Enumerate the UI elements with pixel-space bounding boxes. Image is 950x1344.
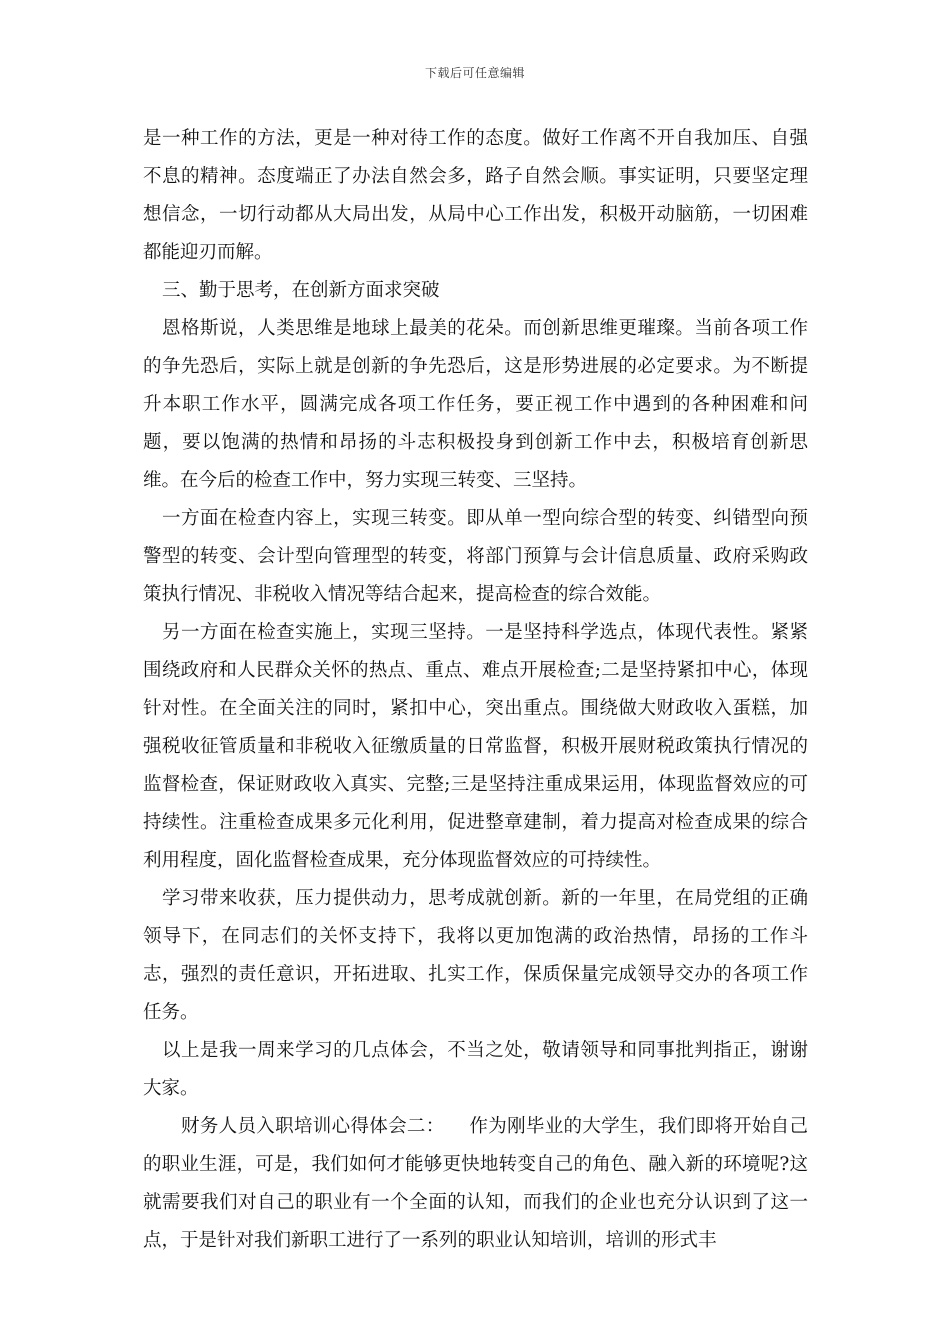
paragraph-innovation-thinking: 恩格斯说，人类思维是地球上最美的花朵。而创新思维更璀璨。当前各项工作的争先恐后，实际上就是创新的争先恐后，这是形势进展的必定要求。为不断提升本职工作水平，圆满完成各项工作任务，要正视工作中遇到的各种困难和问题，要以饱满的热情和昂扬的斗志积极投身到创新工作中去，积极培育创新思维。在今后的检查工作中，努力实现三转变、三坚持。 xyxy=(143,318,808,491)
paragraph-closing-thanks: 以上是我一周来学习的几点体会，不当之处，敬请领导和同事批判指正，谢谢大家。 xyxy=(143,1040,808,1099)
paragraph-three-transformations: 一方面在检查内容上，实现三转变。即从单一型向综合型的转变、纠错型向预警型的转变、会计型向管理型的转变，将部门预算与会计信息质量、政府采购政策执行情况、非税收入情况等结合起来，提高检查的综合效能。 xyxy=(143,508,808,605)
page-header: 下载后可任意编辑 xyxy=(424,66,525,80)
paragraph-training-experience-two: 财务人员入职培训心得体会二： 作为刚毕业的大学生，我们即将开始自己的职业生涯，可是，我们如何才能够更快地转变自己的角色、融入新的环境呢?这就需要我们对自己的职业有一个全面的认知，而我们的企业也充分认识到了这一点，于是针对我们新职工进行了一系列的职业认知培训，培训的形式丰 xyxy=(143,1116,808,1251)
paragraph-work-attitude: 是一种工作的方法，更是一种对待工作的态度。做好工作离不开自我加压、自强不息的精神。态度端正了办法自然会多，路子自然会顺。事实证明，只要坚定理想信念，一切行动都从大局出发，从局中心工作出发，积极开动脑筋，一切困难都能迎刃而解。 xyxy=(143,128,808,263)
paragraph-three-persistences: 另一方面在检查实施上，实现三坚持。一是坚持科学选点，体现代表性。紧紧围绕政府和人民群众关怀的热点、重点、难点开展检查;二是坚持紧扣中心，体现针对性。在全面关注的同时，紧扣中心，突出重点。围绕做大财政收入蛋糕，加强税收征管质量和非税收入征缴质量的日常监督，积极开展财税政策执行情况的监督检查，保证财政收入真实、完整;三是坚持注重成果运用，体现监督效应的可持续性。注重检查成果多元化利用，促进整章建制，着力提高对检查成果的综合利用程度，固化监督检查成果，充分体现监督效应的可持续性。 xyxy=(143,622,808,871)
section-heading-innovation: 三、勤于思考，在创新方面求突破 xyxy=(162,280,440,301)
document-body xyxy=(143,120,808,1260)
paragraph-new-year-commitment: 学习带来收获，压力提供动力，思考成就创新。新的一年里，在局党组的正确领导下，在同志们的关怀支持下，我将以更加饱满的政治热情，昂扬的工作斗志，强烈的责任意识，开拓进取、扎实工作，保质保量完成领导交办的各项工作任务。 xyxy=(143,888,808,1023)
